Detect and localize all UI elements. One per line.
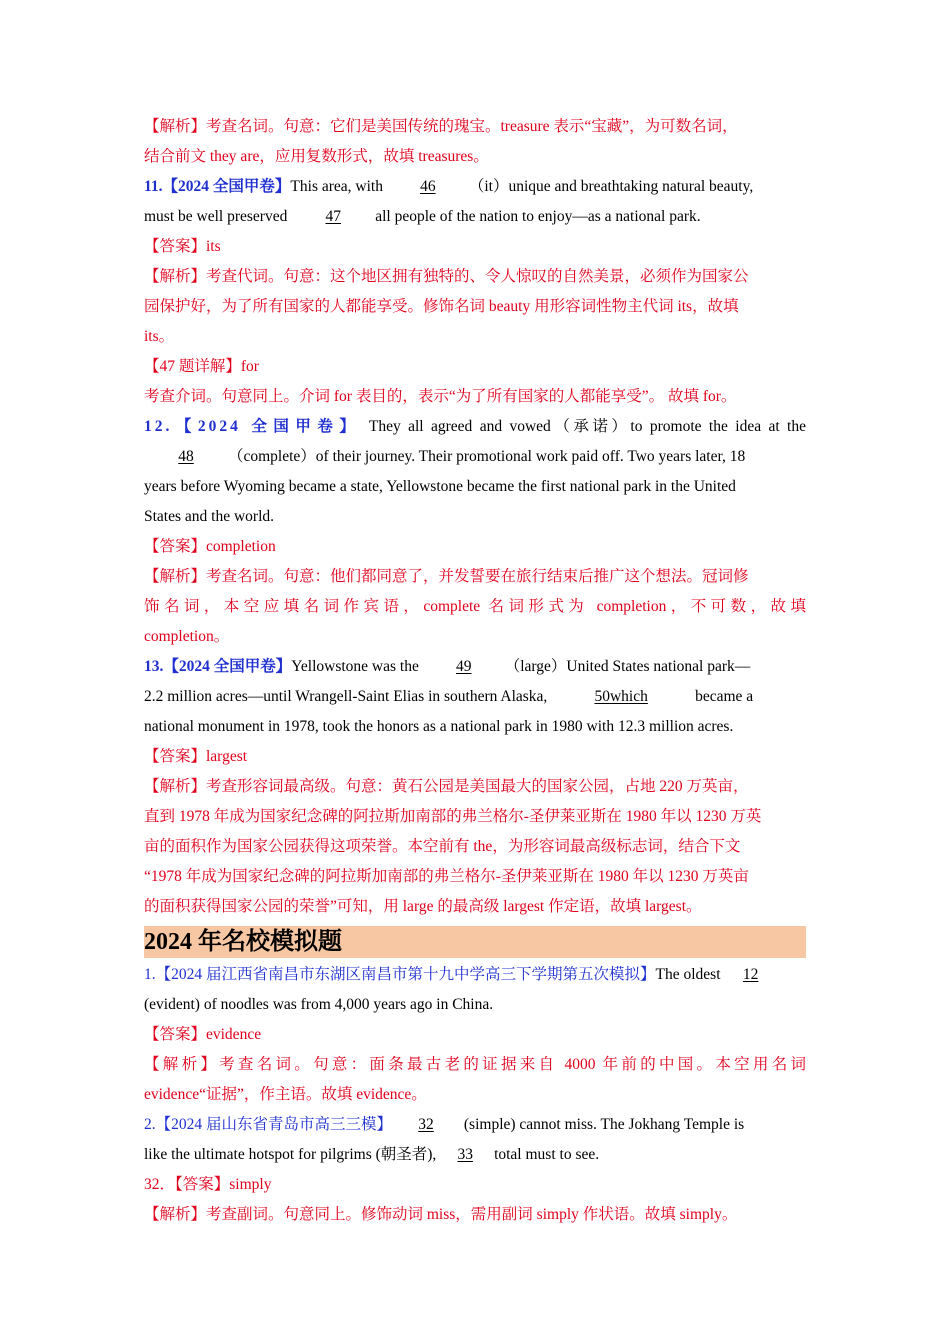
question-text: (simple) cannot miss. The Jokhang Temple is <box>460 1116 745 1133</box>
analysis-line: 饰名词，本空应填名词作宾语，complete 名词形式为 completion，不可数，故填 <box>144 598 806 615</box>
analysis-line: 【解析】考查形容词最高级。句意：黄石公园是美国最大的国家公园，占地 220 万英亩， <box>144 778 749 795</box>
question-number: 11. <box>144 178 163 195</box>
question-text: must be well preserved <box>144 208 292 225</box>
question-text: all people of the nation to enjoy—as a national park. <box>375 208 701 225</box>
document-content <box>144 112 806 1230</box>
blank-50: 50which <box>594 688 648 705</box>
answer: 【答案】completion <box>144 538 276 555</box>
question-source: 【2024 全国甲卷】 <box>163 658 292 675</box>
blank-47: 47 <box>325 208 341 225</box>
mock-question-2-line2 <box>144 1140 806 1170</box>
question-number: 1. <box>144 966 156 983</box>
question-12-line4: States and the world. <box>144 508 275 525</box>
question-text: total must to see. <box>490 1146 600 1163</box>
question-13-line3: national monument in 1978, took the honors as a national park in 1980 with 12.3 million acres. <box>144 718 734 735</box>
question-text: （complete）of their journey. Their promotional work paid off. Two years later, 18 <box>228 448 746 465</box>
blank-33: 33 <box>457 1146 473 1163</box>
blank-49: 49 <box>455 658 472 675</box>
blank-12: 12 <box>742 966 759 983</box>
answer: 【答案】its <box>144 238 221 255</box>
question-text: （large）United States national park— <box>504 658 751 675</box>
question-source: 【2024 全国甲卷】 <box>162 178 291 195</box>
analysis-line: “1978 年成为国家纪念碑的阿拉斯加南部的弗兰格尔-圣伊莱亚斯在 1980 年以 1230 万英亩 <box>144 868 749 885</box>
answer: 【答案】evidence <box>144 1026 262 1043</box>
analysis-line: completion。 <box>144 628 230 645</box>
analysis-line: 结合前文 they are，应用复数形式，故填 treasures。 <box>144 148 489 165</box>
mock-question-2 <box>144 1110 806 1140</box>
analysis-line: 【解析】考查名词。句意：他们都同意了，并发誓要在旅行结束后推广这个想法。冠词修 <box>144 568 749 585</box>
analysis-line: its。 <box>144 328 175 345</box>
question-text: They all agreed and vowed（承诺）to promote the idea at the <box>368 418 806 435</box>
question-text: became a <box>691 688 754 705</box>
question-11 <box>144 172 806 202</box>
question-13-line2 <box>144 682 806 712</box>
blank-32: 32 <box>418 1116 434 1133</box>
question-13 <box>144 652 806 682</box>
blank-48: 48 <box>178 448 194 465</box>
analysis-line: 的面积获得国家公园的荣誉”可知，用 large 的最高级 largest 作定语，故填 largest。 <box>144 898 702 915</box>
sub-question-title: 【47 题详解】for <box>144 358 259 375</box>
analysis-line: 园保护好，为了所有国家的人都能享受。修饰名词 beauty 用形容词性物主代词 its，故填 <box>144 298 739 315</box>
section-title: 2024 年名校模拟题 <box>144 926 806 958</box>
question-12-line3: years before Wyoming became a state, Yellowstone became the first national park in the United <box>144 478 736 495</box>
question-number: 13. <box>144 658 164 675</box>
question-12-line2 <box>144 442 806 472</box>
analysis-line: 直到 1978 年成为国家纪念碑的阿拉斯加南部的弗兰格尔-圣伊莱亚斯在 1980 年以 1230 万英 <box>144 808 762 825</box>
question-number: 2. <box>144 1116 156 1133</box>
blank-46: 46 <box>420 178 436 195</box>
question-11-line2 <box>144 202 806 232</box>
analysis-line: 【解析】考查名词。句意：面条最古老的证据来自 4000 年前的中国。本空用名词 <box>144 1056 806 1073</box>
question-text: （it）unique and breathtaking natural beauty, <box>468 178 754 195</box>
question-text: This area, with <box>290 178 387 195</box>
question-12 <box>144 412 806 442</box>
question-text: Yellowstone was the <box>291 658 423 675</box>
question-text: 2.2 million acres—until Wrangell-Saint Elias in southern Alaska, <box>144 688 552 705</box>
sub-question-analysis: 考查介词。句意同上。介词 for 表目的，表示“为了所有国家的人都能享受”。 故填 for。 <box>144 388 737 405</box>
answer: 32．【答案】simply <box>144 1176 272 1193</box>
mock-question-1-line2: (evident) of noodles was from 4,000 years ago in China. <box>144 996 494 1013</box>
question-text: The oldest <box>655 966 725 983</box>
analysis-line: 【解析】考查代词。句意：这个地区拥有独特的、令人惊叹的自然美景，必须作为国家公 <box>144 268 749 285</box>
answer: 【答案】largest <box>144 748 248 765</box>
question-number: 12. <box>144 418 173 435</box>
question-text: like the ultimate hotspot for pilgrims (朝圣者), <box>144 1146 441 1163</box>
mock-question-1 <box>144 960 806 990</box>
question-source: 【2024 届江西省南昌市东湖区南昌市第十九中学高三下学期第五次模拟】 <box>155 966 656 983</box>
question-source: 【2024 届山东省青岛市高三三模】 <box>155 1116 393 1133</box>
analysis-line: 【解析】考查副词。句意同上。修饰动词 miss，需用副词 simply 作状语。故填 simply。 <box>144 1206 738 1223</box>
analysis-line: 亩的面积作为国家公园获得这项荣誉。本空前有 the，为形容词最高级标志词，结合下文 <box>144 838 741 855</box>
analysis-line: 【解析】考查名词。句意：它们是美国传统的瑰宝。treasure 表示“宝藏”，为可数名词， <box>144 118 738 135</box>
analysis-line: evidence“证据”，作主语。故填 evidence。 <box>144 1086 427 1103</box>
question-source: 【2024 全国甲卷】 <box>172 418 362 435</box>
